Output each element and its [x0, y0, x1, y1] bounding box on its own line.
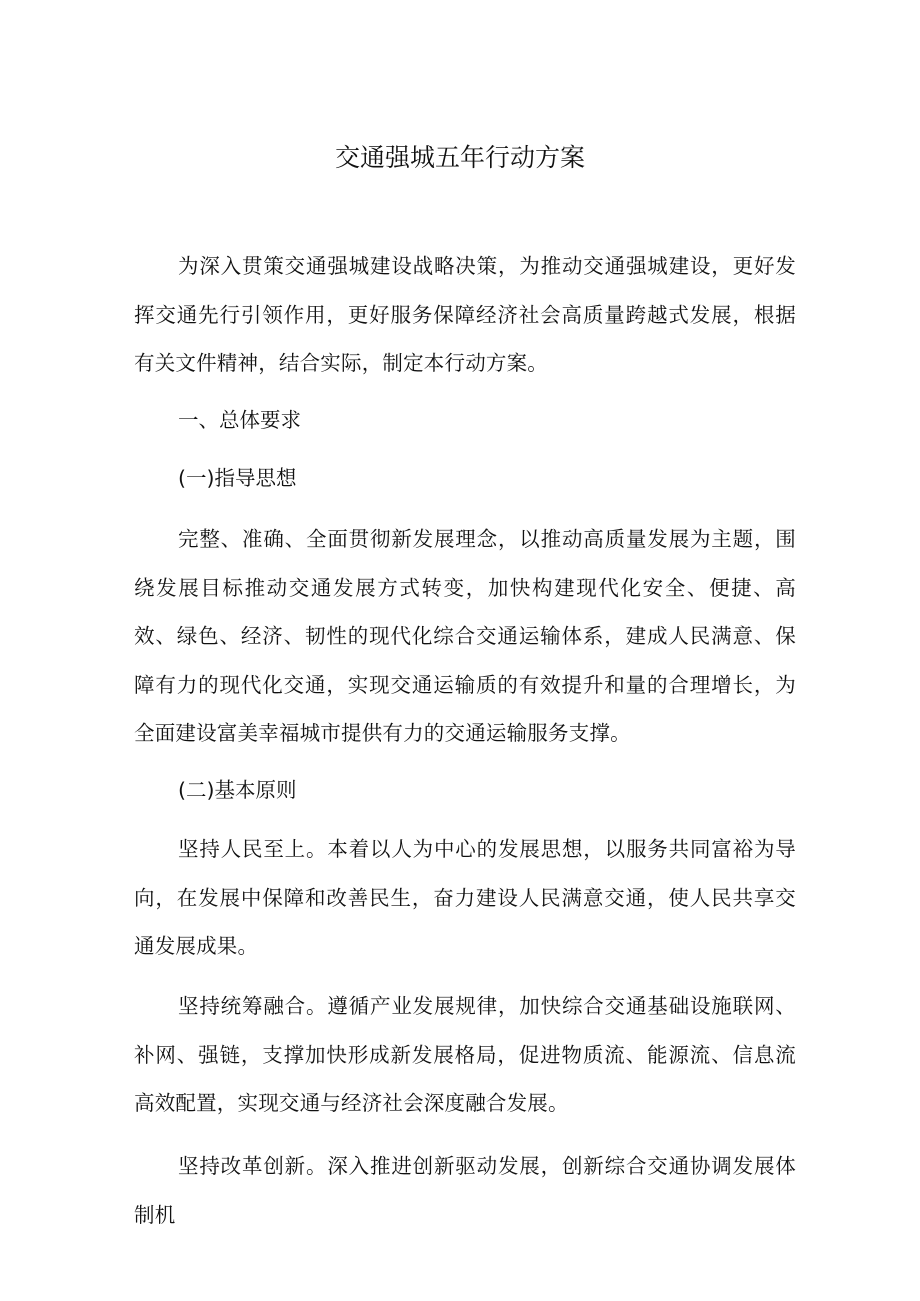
document-title: 交通强城五年行动方案	[334, 143, 585, 172]
intro-paragraph: 为深入贯策交通强城建设战略决策，为推动交通强城建设，更好发挥交通先行引领作用，更好服务保障经济社会高质量跨越式发展，根据有关文件精神，结合实际，制定本行动方案。	[134, 254, 796, 375]
principle-innovation-paragraph: 坚持改革创新。深入推进创新驱动发展，创新综合交通协调发展体制机	[134, 1154, 796, 1227]
subsection-heading-basic-principles: (二)基本原则	[178, 778, 297, 802]
principle-coordination-paragraph: 坚持统筹融合。遵循产业发展规律，加快综合交通基础设施联网、补网、强链，支撑加快形成新发展格局，促进物质流、能源流、信息流高效配置，实现交通与经济社会深度融合发展。	[134, 994, 796, 1115]
section-heading-general-requirements: 一、总体要求	[178, 408, 301, 432]
principle-people-paragraph: 坚持人民至上。本着以人为中心的发展思想，以服务共同富裕为导向，在发展中保障和改善民生，奋力建设人民满意交通，使人民共享交通发展成果。	[134, 837, 796, 958]
guiding-ideology-paragraph: 完整、准确、全面贯彻新发展理念，以推动高质量发展为主题，围绕发展目标推动交通发展方式转变，加快构建现代化安全、便捷、高效、绿色、经济、韧性的现代化综合交通运输体系，建成人民满意、保障有力的现代化交通，实现交通运输质的有效提升和量的合理增长，为全面建设富美幸福城市提供有力的交通运输服务支撑。	[134, 527, 796, 745]
subsection-heading-guiding-ideology: (一)指导思想	[178, 466, 297, 490]
